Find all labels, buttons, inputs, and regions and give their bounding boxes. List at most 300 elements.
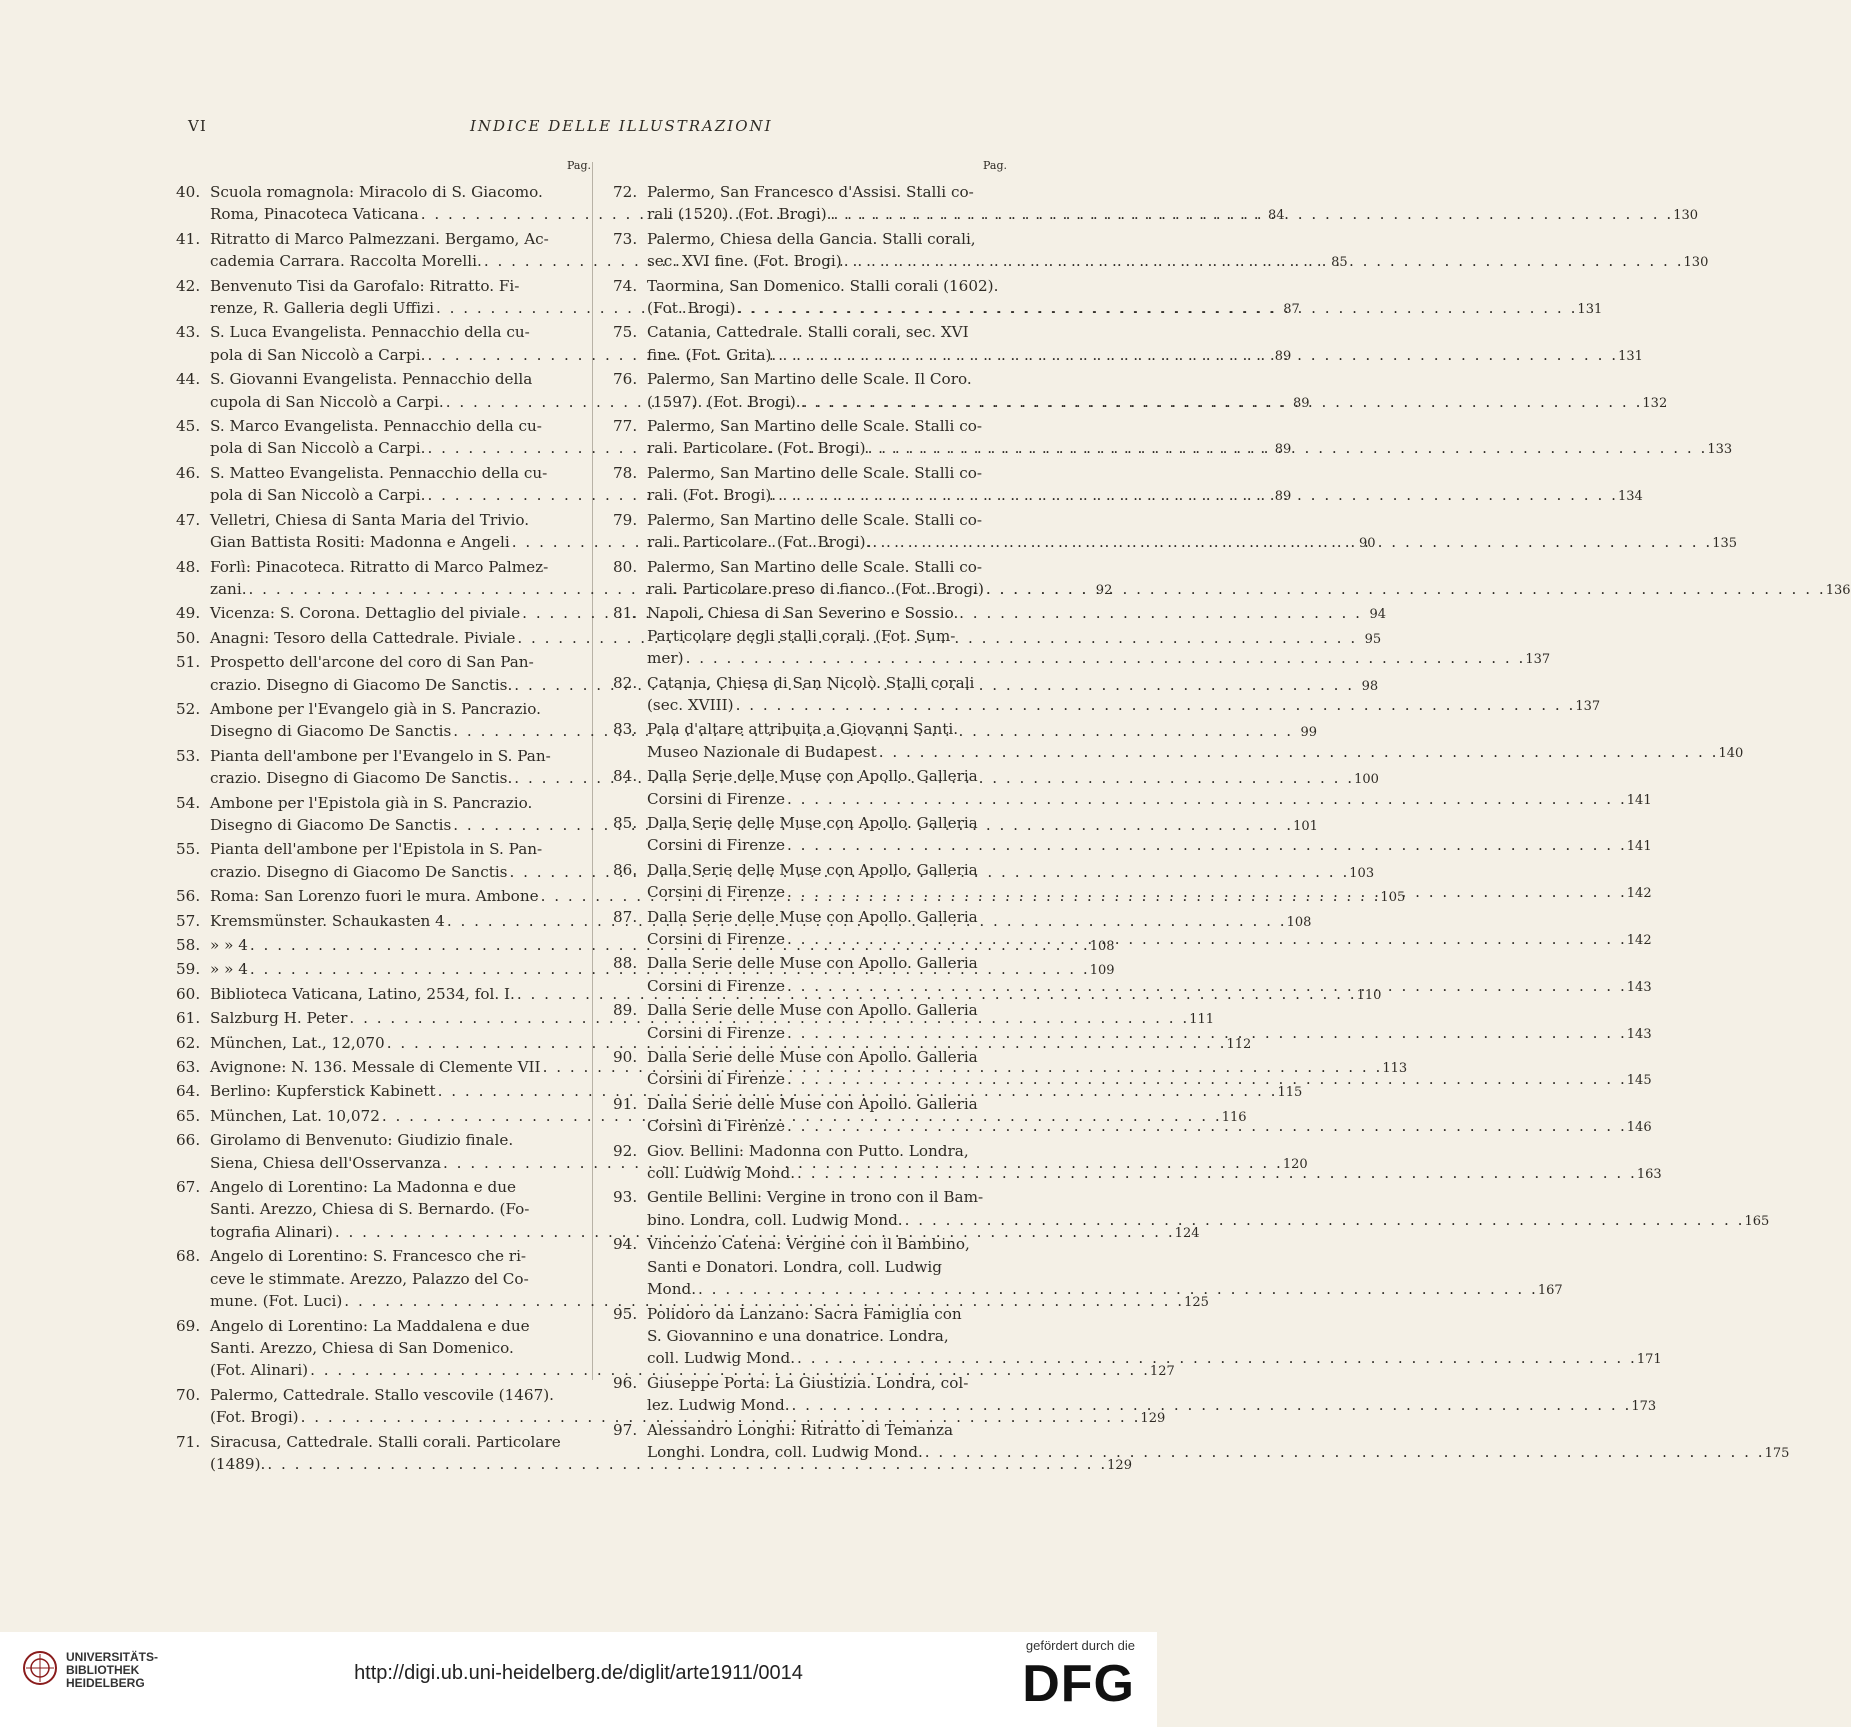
entry-text: Roma: San Lorenzo fuori le mura. Ambone: [210, 887, 539, 906]
entry-number: 57.: [176, 911, 201, 930]
entry-line: [647, 906, 1651, 928]
entry-page-number: 113: [1382, 1061, 1408, 1077]
dot-leader: [831, 203, 1673, 225]
entry-line: [647, 368, 1666, 390]
entry-text: fine. (Fot. Grita).: [647, 345, 777, 364]
entry-page-number: 127: [1149, 1364, 1175, 1380]
entry-page-number: 99: [1300, 725, 1318, 741]
entry-line: [647, 952, 1651, 974]
entry-number: 87.: [613, 907, 638, 926]
entry-number: 48.: [176, 557, 201, 576]
entry-text: Corsini di Firenze: [647, 1023, 785, 1042]
entry-page-number: 130: [1683, 255, 1709, 271]
entry-text: Anagni: Tesoro della Cattedrale. Piviale: [210, 628, 516, 647]
entry-number: 67.: [176, 1178, 201, 1197]
entry-body: [647, 509, 1736, 556]
entry-text: Dalla Serie delle Muse con Apollo. Galleria: [647, 1094, 978, 1113]
page-number: VI: [188, 117, 207, 135]
entry-line: [647, 275, 1601, 297]
source-url-link[interactable]: http://digi.ub.uni-heidelberg.de/diglit/arte1911/0014: [354, 1662, 803, 1684]
entry-text: cupola di San Niccolò a Carpi.: [210, 392, 444, 411]
entry-line: [647, 415, 1731, 437]
entry-text: Benvenuto Tisi da Garofalo: Ritratto. Fi-: [210, 276, 520, 295]
entry-line: [647, 531, 1736, 555]
entry-page-number: 89: [1274, 348, 1292, 364]
entry-line: [647, 765, 1651, 787]
entry-line: [647, 718, 1743, 740]
entry-line: [647, 672, 1599, 694]
entry-body: [647, 275, 1601, 322]
entry-number: 68.: [176, 1247, 201, 1266]
entry-page-number: 142: [1626, 886, 1652, 902]
entry-number: 61.: [176, 1009, 201, 1028]
entry-page-number: 95: [1364, 631, 1382, 647]
entry-text: crazio. Disegno di Giacomo De Sanctis.: [210, 769, 513, 788]
entry-line: [647, 1278, 1562, 1302]
entry-line: [647, 556, 1850, 578]
entry-text: rali. Particolare. (Fot. Brogi).: [647, 533, 871, 552]
entry-line: [647, 1441, 1789, 1465]
entry-page-number: 165: [1744, 1213, 1770, 1229]
entry-text: Salzburg H. Peter: [210, 1009, 348, 1028]
entry-line: [647, 741, 1743, 765]
entry-number: 81.: [613, 604, 638, 623]
entry-number: 65.: [176, 1106, 201, 1125]
entry-text: Pala d'altare attribuita a Giovanni Santi.: [647, 720, 959, 739]
entry-page-number: 133: [1707, 442, 1733, 458]
entry-body: [647, 1419, 1789, 1466]
entry-text: Dalla Serie delle Muse con Apollo. Galleria: [647, 1048, 978, 1067]
entry-line: [647, 391, 1666, 415]
entry-text: rali. (Fot. Brogi).: [647, 486, 777, 505]
entry-body: [647, 999, 1651, 1046]
entry-text: Angelo di Lorentino: S. Francesco che ri-: [210, 1247, 527, 1266]
entry-text: Santi. Arezzo, Chiesa di S. Bernardo. (Fo-: [210, 1200, 530, 1219]
entry-text: S. Giovanni Evangelista. Pennacchio della: [210, 370, 533, 389]
entry-number: 70.: [176, 1385, 201, 1404]
entry-text: Palermo, San Martino delle Scale. Stalli co-: [647, 463, 982, 482]
entry-body: [647, 1140, 1661, 1187]
entry-number: 77.: [613, 417, 638, 436]
entry-page-number: 132: [1642, 395, 1668, 411]
dot-leader: [903, 1209, 1745, 1231]
entry-page-number: 141: [1626, 792, 1652, 808]
entry-line: [647, 462, 1642, 484]
entry-line: [647, 484, 1642, 508]
entry-number: 79.: [613, 510, 638, 529]
entry-body: [647, 859, 1651, 906]
entry-line: [647, 1046, 1651, 1068]
entry-line: [647, 1325, 1661, 1347]
library-name-line: BIBLIOTHEK: [66, 1663, 140, 1677]
entry-page-number: 146: [1626, 1120, 1652, 1136]
dot-leader: [776, 344, 1618, 366]
entry-page-number: 105: [1380, 890, 1406, 906]
entry-page-number: 125: [1184, 1295, 1209, 1311]
entry-text: pola di San Niccolò a Carpi.: [210, 486, 426, 505]
entry-line: [647, 1233, 1562, 1255]
entry-page-number: 90: [1359, 536, 1376, 552]
entry-text: (1597). (Fot. Brogi).: [647, 392, 801, 411]
entry-page-number: 135: [1712, 536, 1738, 552]
entry-line: [647, 1140, 1661, 1162]
entry-text: Palermo, Cattedrale. Stallo vescovile (1467).: [210, 1385, 555, 1404]
entry-body: [647, 228, 1708, 275]
entry-body: [647, 765, 1651, 812]
entry-page-number: 115: [1277, 1085, 1303, 1101]
entry-body: [647, 368, 1666, 415]
entry-text: Corsini di Firenze: [647, 976, 785, 995]
entry-page-number: 103: [1349, 865, 1375, 881]
entry-line: [647, 437, 1731, 461]
entry-number: 45.: [176, 417, 201, 436]
entry-number: 86.: [613, 860, 638, 879]
entry-text: Palermo, Chiesa della Gancia. Stalli corali,: [647, 229, 976, 248]
entry-text: rali (1520). (Fot. Brogi).: [647, 205, 832, 224]
entry-page-number: 129: [1107, 1457, 1132, 1473]
entry-text: Corsini di Firenze: [647, 836, 785, 855]
library-name-line: UNIVERSITÄTS-: [66, 1650, 159, 1664]
entry-line: [647, 1303, 1661, 1325]
entry-text: Dalla Serie delle Muse con Apollo. Galleria: [647, 767, 978, 786]
entry-page-number: 167: [1537, 1283, 1563, 1299]
entry-number: 64.: [176, 1082, 201, 1101]
entry-line: [647, 578, 1850, 602]
entry-number: 84.: [613, 767, 638, 786]
entry-number: 89.: [613, 1001, 638, 1020]
entry-text: Mond.: [647, 1280, 697, 1299]
dot-leader: [801, 391, 1643, 413]
dot-leader: [785, 928, 1627, 950]
entry-text: Dalla Serie delle Muse con Apollo. Galleria: [647, 1001, 978, 1020]
entry-number: 82.: [613, 673, 638, 692]
entry-text: Girolamo di Benvenuto: Giudizio finale.: [210, 1131, 514, 1150]
entry-number: 94.: [613, 1235, 638, 1254]
entry-text: Museo Nazionale di Budapest: [647, 742, 877, 761]
entry-page-number: 173: [1631, 1399, 1657, 1415]
entry-text: Polidoro da Lanzano: Sacra Famiglia con: [647, 1304, 962, 1323]
entry-line: [647, 1093, 1651, 1115]
entry-text: Taormina, San Domenico. Stalli corali (1602).: [647, 276, 999, 295]
entry-body: [647, 672, 1599, 719]
entry-page-number: 100: [1354, 772, 1379, 788]
entry-text: Angelo di Lorentino: La Madonna e due: [210, 1178, 516, 1197]
entry-text: Santi. Arezzo, Chiesa di San Domenico.: [210, 1338, 514, 1357]
entry-text: zani.: [210, 579, 247, 598]
entry-text: Prospetto dell'arcone del coro di San Pan-: [210, 653, 534, 672]
entry-page-number: 129: [1140, 1411, 1166, 1427]
entry-number: 59.: [176, 960, 201, 979]
entry-page-number: 137: [1575, 698, 1601, 714]
entry-number: 53.: [176, 746, 201, 765]
entry-page-number: 94: [1369, 607, 1386, 623]
entry-text: Dalla Serie delle Muse con Apollo. Galleria: [647, 813, 978, 832]
entry-number: 76.: [613, 370, 638, 389]
entry-text: Ritratto di Marco Palmezzani. Bergamo, Ac-: [210, 229, 549, 248]
entry-text: sec. XVI fine. (Fot. Brogi): [647, 252, 842, 271]
entry-number: 43.: [176, 323, 201, 342]
entry-line: [647, 1022, 1651, 1046]
dot-leader: [870, 531, 1712, 553]
entry-body: [647, 1303, 1661, 1372]
entry-text: pola di San Niccolò a Carpi.: [210, 439, 426, 458]
entry-text: Ambone per l'Epistola già in S. Pancrazio.: [210, 793, 533, 812]
entry-text: crazio. Disegno di Giacomo De Sanctis: [210, 862, 508, 881]
entry-page-number: 171: [1636, 1352, 1662, 1368]
entry-line: [647, 928, 1651, 952]
entry-page-number: 163: [1636, 1167, 1662, 1183]
dot-leader: [923, 1441, 1765, 1463]
entry-line: [647, 509, 1736, 531]
entry-text: Corsini di Firenze: [647, 930, 785, 948]
entry-line: [647, 1209, 1768, 1233]
entry-line: [647, 625, 1549, 647]
entry-line: [647, 647, 1549, 671]
entry-number: 40.: [176, 183, 201, 201]
dot-leader: [684, 647, 1526, 669]
entry-number: 62.: [176, 1033, 201, 1052]
entry-body: [647, 181, 1697, 228]
dot-leader: [795, 1162, 1637, 1184]
entry-text: Alessandro Longhi: Ritratto di Temanza: [647, 1420, 954, 1439]
entry-number: 72.: [613, 183, 638, 201]
entry-page-number: 140: [1718, 745, 1744, 761]
entry-body: [647, 952, 1651, 999]
entry-page-number: 134: [1617, 489, 1643, 505]
funding-label: gefördert durch die: [1025, 1638, 1135, 1653]
entry-page-number: 130: [1673, 208, 1699, 224]
dot-leader: [785, 975, 1627, 997]
entry-text: Scuola romagnola: Miracolo di S. Giacomo.: [210, 183, 543, 201]
dot-leader: [734, 694, 1576, 716]
entry-line: [647, 975, 1651, 999]
entry-text: Palermo, San Martino delle Scale. Il Coro.: [647, 370, 972, 389]
entry-page-number: 89: [1274, 489, 1292, 505]
entry-text: Palermo, San Francesco d'Assisi. Stalli co-: [647, 183, 974, 201]
entry-body: [647, 812, 1651, 859]
entry-text: Catania, Cattedrale. Stalli corali, sec. XVI: [647, 323, 969, 342]
entry-line: [647, 1115, 1651, 1139]
entry-number: 88.: [613, 954, 638, 973]
entry-text: Corsini di Firenze: [647, 883, 785, 902]
entry-page-number: 131: [1577, 302, 1603, 318]
entry-number: 71.: [176, 1432, 201, 1451]
entry-number: 93.: [613, 1188, 638, 1207]
entry-line: [647, 602, 1549, 624]
entry-text: Giuseppe Porta: La Giustizia. Londra, col-: [647, 1373, 969, 1392]
entry-page-number: 124: [1174, 1225, 1200, 1241]
entry-line: [647, 344, 1642, 368]
entry-number: 56.: [176, 887, 201, 906]
entry-line: [647, 1372, 1655, 1394]
dot-leader: [842, 250, 1684, 272]
entry-number: 74.: [613, 276, 638, 295]
entry-number: 91.: [613, 1094, 638, 1113]
entry-text: » » 4: [210, 960, 248, 979]
entry-text: Catania, Chiesa di San Nicolò. Stalli corali: [647, 673, 975, 692]
entry-page-number: 142: [1626, 933, 1652, 948]
entry-text: Gian Battista Rositi: Madonna e Angeli: [210, 533, 510, 552]
dot-leader: [795, 1347, 1637, 1369]
entry-text: S. Luca Evangelista. Pennacchio della cu-: [210, 323, 530, 342]
entry-line: [647, 859, 1651, 881]
dot-leader: [736, 297, 1578, 319]
entry-body: [647, 415, 1731, 462]
entry-text: Napoli, Chiesa di San Severino e Sossio.: [647, 604, 959, 623]
entry-text: » » 4: [210, 936, 248, 954]
dot-leader: [785, 834, 1627, 856]
entry-body: [647, 602, 1549, 671]
entry-number: 52.: [176, 699, 201, 718]
entry-page-number: 112: [1226, 1036, 1252, 1052]
entry-text: renze, R. Galleria degli Uffizi: [210, 299, 434, 318]
entry-text: tografia Alinari): [210, 1222, 333, 1241]
entry-page-number: 143: [1626, 1026, 1652, 1042]
dot-leader: [785, 788, 1627, 810]
entry-page-number: 92: [1095, 582, 1113, 598]
entry-text: S. Matteo Evangelista. Pennacchio della cu-: [210, 463, 548, 482]
entry-text: Corsini di Firenze: [647, 1117, 785, 1136]
entry-line: [647, 812, 1651, 834]
entry-text: (Fot. Alinari): [210, 1361, 309, 1380]
entry-page-number: 145: [1626, 1073, 1652, 1089]
entry-number: 51.: [176, 653, 201, 672]
entry-text: ceve le stimmate. Arezzo, Palazzo del Co-: [210, 1269, 529, 1288]
entry-number: 73.: [613, 229, 638, 248]
entry-text: Disegno di Giacomo De Sanctis: [210, 722, 452, 741]
pag-label-left: Pag.: [567, 159, 592, 172]
entry-text: Corsini di Firenze: [647, 789, 785, 808]
entry-page-number: 111: [1189, 1012, 1215, 1028]
entry-text: Avignone: N. 136. Messale di Clemente VII: [210, 1058, 541, 1077]
entry-number: 54.: [176, 793, 201, 812]
entry-page-number: 136: [1825, 582, 1851, 598]
entry-number: 63.: [176, 1058, 201, 1077]
entry-line: [647, 1162, 1661, 1186]
entry-page-number: 101: [1293, 818, 1318, 834]
entry-text: pola di San Niccolò a Carpi.: [210, 345, 426, 364]
entry-number: 46.: [176, 463, 201, 482]
entry-line: [647, 1347, 1661, 1371]
entry-body: [647, 906, 1651, 953]
entry-number: 41.: [176, 229, 201, 248]
entry-line: [647, 321, 1642, 343]
entry-line: [647, 1419, 1789, 1441]
entry-number: 95.: [613, 1304, 638, 1323]
entry-number: 78.: [613, 463, 638, 482]
entry-text: Particolare degli stalli corali. (Fot. Sum-: [647, 626, 956, 645]
entry-text: rali. Particolare preso di fianco. (Fot. Brogi): [647, 579, 984, 598]
entry-line: [647, 694, 1599, 718]
entry-text: Dalla Serie delle Muse con Apollo. Galleria: [647, 860, 978, 879]
entry-number: 66.: [176, 1131, 201, 1150]
entry-text: Dalla Serie delle Muse con Apollo. Galleria: [647, 954, 978, 973]
entry-number: 96.: [613, 1373, 638, 1392]
entry-number: 97.: [613, 1420, 638, 1439]
entry-line: [647, 1068, 1651, 1092]
entry-text: Gentile Bellini: Vergine in trono con il Bam-: [647, 1188, 984, 1207]
entry-body: [647, 1093, 1651, 1140]
entry-text: Angelo di Lorentino: La Maddalena e due: [210, 1316, 530, 1335]
footer-bar: [0, 1632, 1157, 1727]
entry-page-number: 137: [1525, 652, 1551, 668]
entry-text: Longhi. Londra, coll. Ludwig Mond.: [647, 1442, 923, 1461]
dot-leader: [696, 1278, 1538, 1300]
entry-text: Santi e Donatori. Londra, coll. Ludwig: [647, 1257, 942, 1276]
entry-page-number: 85: [1331, 255, 1348, 271]
entry-line: [647, 1256, 1562, 1278]
entry-line: [647, 297, 1601, 321]
entry-page-number: 108: [1286, 914, 1312, 930]
entry-text: rali. Particolare. (Fot. Brogi): [647, 439, 866, 458]
page-title: INDICE DELLE ILLUSTRAZIONI: [470, 117, 773, 135]
entry-page-number: 84: [1267, 208, 1285, 224]
entry-body: [647, 1046, 1651, 1093]
entry-text: Berlino: Kupferstick Kabinett: [210, 1082, 436, 1101]
entry-text: Siena, Chiesa dell'Osservanza: [210, 1153, 442, 1172]
entry-text: Velletri, Chiesa di Santa Maria del Trivio.: [210, 510, 530, 529]
dot-leader: [790, 1394, 1632, 1416]
dot-leader: [785, 1068, 1627, 1090]
entry-line: [647, 834, 1651, 858]
entry-body: [647, 556, 1850, 603]
entry-line: [647, 999, 1651, 1021]
library-name-line: HEIDELBERG: [66, 1676, 145, 1690]
entry-page-number: 110: [1356, 987, 1382, 1003]
entry-number: 90.: [613, 1048, 638, 1067]
entry-text: S. Giovannino e una donatrice. Londra,: [647, 1326, 949, 1345]
pag-label-right: Pag.: [983, 159, 1008, 172]
entry-body: [647, 718, 1743, 765]
entry-page-number: 108: [1089, 939, 1115, 954]
entry-number: 42.: [176, 276, 201, 295]
dot-leader: [785, 1115, 1627, 1137]
entry-page-number: 143: [1626, 979, 1652, 995]
entry-page-number: 98: [1361, 678, 1379, 694]
entry-line: [647, 250, 1708, 274]
entry-text: S. Marco Evangelista. Pennacchio della cu-: [210, 417, 542, 436]
entry-text: Giov. Bellini: Madonna con Putto. Londra,: [647, 1141, 969, 1160]
entry-line: [647, 788, 1651, 812]
entry-text: bino. Londra, coll. Ludwig Mond.: [647, 1210, 903, 1229]
entry-text: Vincenzo Catena: Vergine con il Bambino,: [647, 1235, 970, 1254]
entry-line: [647, 228, 1708, 250]
entry-number: 80.: [613, 557, 638, 576]
entry-text: Roma, Pinacoteca Vaticana: [210, 205, 419, 224]
entry-text: (sec. XVIII): [647, 695, 734, 714]
dot-leader: [785, 1022, 1627, 1044]
dot-leader: [877, 741, 1719, 763]
entry-page-number: 131: [1618, 348, 1643, 364]
entry-text: Palermo, San Martino delle Scale. Stalli co-: [647, 557, 982, 576]
entry-text: Dalla Serie delle Muse con Apollo. Galleria: [647, 907, 978, 926]
dot-leader: [984, 578, 1826, 600]
entry-page-number: 141: [1626, 839, 1652, 855]
entry-line: [647, 203, 1697, 227]
entry-number: 75.: [613, 323, 638, 342]
entry-number: 58.: [176, 936, 201, 954]
entry-page-number: 87: [1283, 302, 1300, 318]
entry-line: [647, 881, 1651, 905]
entry-text: lez. Ludwig Mond.: [647, 1396, 790, 1415]
entry-page-number: 109: [1089, 963, 1115, 979]
entry-page-number: 89: [1293, 395, 1310, 411]
entry-text: Forlì: Pinacoteca. Ritratto di Marco Palmez-: [210, 557, 549, 576]
entry-line: [647, 1186, 1768, 1208]
dfg-logo: DFG: [1022, 1655, 1135, 1713]
entry-text: Vicenza: S. Corona. Dettaglio del piviale: [210, 604, 521, 623]
entry-number: 47.: [176, 510, 201, 529]
